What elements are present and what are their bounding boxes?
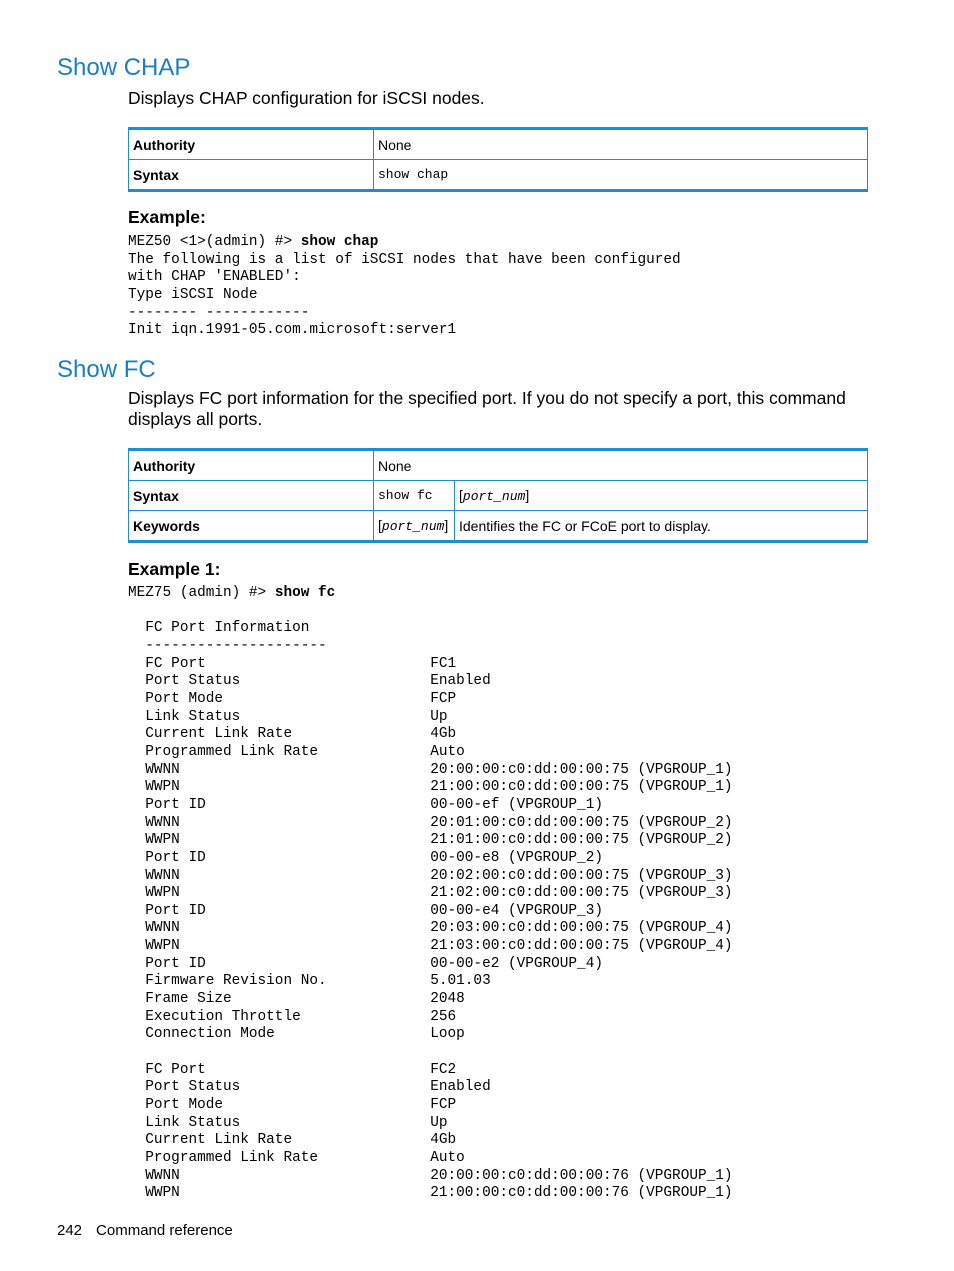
keyword-argument: [port_num] [374,511,455,542]
table-row [129,450,868,481]
section-title-show-chap: Show CHAP [57,54,191,81]
page-footer [57,1222,233,1239]
code-example-fc [128,585,733,1203]
authority-label: Authority [129,129,374,160]
keyword-description: Identifies the FC or FCoE port to display. [455,511,868,542]
argument-port-num: port_num [462,489,526,504]
command-text: show fc [274,585,336,601]
command-output: FC Port Information --------------------- FC Port FC1 Port Status Enabled Port Mode FCP Link Status Up Current Link Rate 4Gb Programmed Link Rate Auto WWNN 20:00:00:c0:dd:00:00:75 (VPGROUP_1) WWPN 21:00:00:c0:dd:00:00:75 (VPGROUP_1) Port ID 00-00-ef (VPGROUP_1) WWNN 20:01:00:c0:dd:00:00:75 (VPGROUP_2) WWPN 21:01:00:c0:dd:00:00:75 (VPGROUP_2) Port ID 00-00-e8 (VPGROUP_2) WWNN 20:02:00:c0:dd:00:00:75 (VPGROUP_3) WWPN 21:02:00:c0:dd:00:00:75 (VPGROUP_3) Port ID 00-00-e4 (VPGROUP_3) WWNN 20:03:00:c0:dd:00:00:75 (VPGROUP_4) WWPN 21:03:00:c0:dd:00:00:75 (VPGROUP_4) Port ID 00-00-e2 (VPGROUP_4) Firmware Revision No. 5.01.03 Frame Size 2048 Execution Throttle 256 Connection Mode Loop FC Port FC2 Port Status Enabled Port Mode FCP Link Status Up Current Link Rate 4Gb Programmed Link Rate Auto WWNN 20:00:00:c0:dd:00:00:76 (VPGROUP_1) WWPN 21:00:00:c0:dd:00:00:76 (VPGROUP_1) [145,620,733,1202]
authority-label: Authority [129,450,374,481]
keywords-label: Keywords [129,511,374,542]
table-row [129,160,868,191]
example-label: Example: [128,207,206,227]
syntax-value: show fc [374,481,455,511]
section-description-fc: Displays FC port information for the specified port. If you do not specify a port, this command displays all ports. [128,388,846,429]
section-description-chap: Displays CHAP configuration for iSCSI nodes. [128,88,485,108]
authority-value: None [374,450,868,481]
chap-reference-table [128,127,868,192]
syntax-value: show chap [374,160,868,191]
command-prompt: MEZ50 <1>(admin) #> [128,234,301,250]
footer-section-title: Command reference [96,1222,233,1239]
page-number: 242 [57,1222,83,1239]
example-label: Example 1: [128,559,221,579]
syntax-argument: [port_num] [455,481,868,511]
authority-value: None [374,129,868,160]
table-row [129,129,868,160]
argument-port-num: port_num [381,519,445,534]
fc-reference-table [128,448,868,543]
table-row [129,511,868,542]
syntax-label: Syntax [129,481,374,511]
command-output: The following is a list of iSCSI nodes that have been configured with CHAP 'ENABLED': Type iSCSI Node -------- ------------ Init iqn.1991-05.com.microsoft:server1 [128,251,681,339]
command-text: show chap [300,234,379,250]
syntax-label: Syntax [129,160,374,191]
table-row [129,481,868,511]
section-title-show-fc: Show FC [57,356,156,383]
code-example-chap [128,234,681,340]
command-prompt: MEZ75 (admin) #> [128,585,275,601]
